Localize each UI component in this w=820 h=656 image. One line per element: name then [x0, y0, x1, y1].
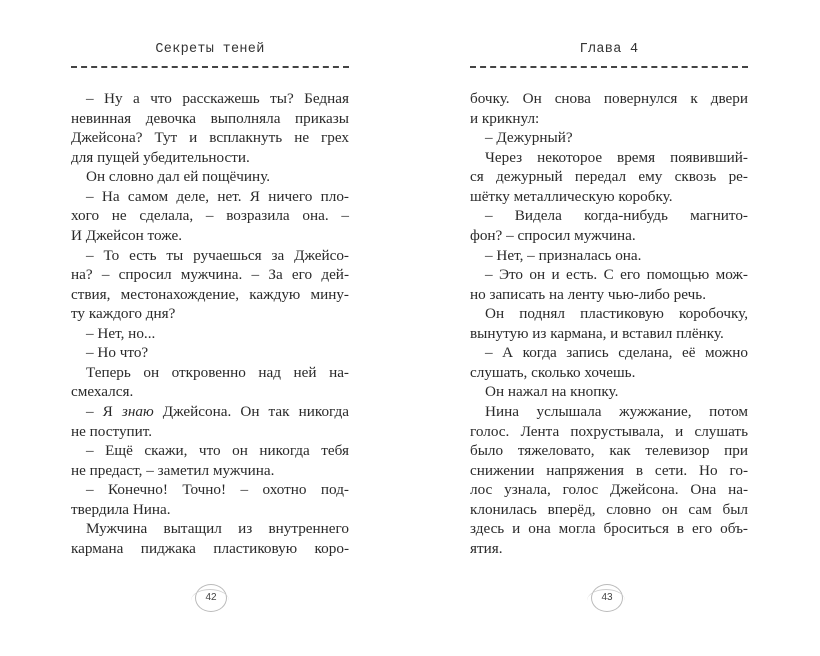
text-line: [71, 480, 349, 500]
text-line: [71, 304, 349, 324]
text-line: [71, 500, 349, 520]
text-segment: Теперь он откровенно над ней на-: [86, 363, 349, 381]
text-segment: Джейсона. Он так никогда: [153, 403, 349, 420]
text-segment: Он нажал на кнопку.: [485, 383, 619, 401]
text-line: [71, 382, 349, 402]
text-line: [470, 324, 748, 344]
text-line: [470, 402, 748, 422]
text-line: [71, 89, 349, 109]
text-line: [470, 539, 748, 559]
text-line: [71, 109, 349, 129]
text-segment: было тяжеловато, как телевизор при: [470, 442, 748, 460]
text-segment: – Дежурный?: [485, 129, 573, 147]
text-line: [470, 382, 748, 402]
text-line: [71, 187, 349, 207]
text-segment: слушать, сколько хочешь.: [470, 363, 636, 381]
text-line: [470, 285, 748, 305]
page-number: 42: [195, 584, 227, 612]
text-line: [470, 500, 748, 520]
text-segment: И Джейсон тоже.: [71, 226, 183, 244]
header-dashed-rule: [71, 66, 349, 68]
text-segment: клонилась вперёд, словно он сам был: [470, 500, 748, 518]
text-line: [71, 363, 349, 383]
text-line: [71, 285, 349, 305]
text-line: [71, 422, 349, 442]
text-line: [71, 461, 349, 481]
text-line: [71, 128, 349, 148]
text-line: [470, 226, 748, 246]
text-segment: ствия, местонахождение, каждую мину-: [71, 285, 349, 303]
text-segment: Он поднял пластиковую коробочку,: [485, 305, 748, 323]
text-segment: – Ещё скажи, что он никогда тебя: [86, 442, 349, 460]
text-segment: здесь и она могла броситься в его объ-: [470, 520, 748, 538]
text-line: [71, 519, 349, 539]
text-line: [470, 167, 748, 187]
text-segment: Он словно дал ей пощёчину.: [86, 168, 271, 186]
text-line: [470, 206, 748, 226]
page-body: [71, 89, 349, 559]
header-dashed-rule: [470, 66, 748, 68]
text-segment: снижении напряжения в сети. Но го-: [470, 461, 748, 479]
text-segment: но записать на ленту чью-либо речь.: [470, 285, 706, 303]
text-line: [470, 441, 748, 461]
text-segment: лос узнала, голос Джейсона. Она на-: [470, 481, 748, 499]
italic-text: знаю: [121, 403, 154, 420]
text-segment: – То есть ты ручаешься за Джейсо-: [86, 246, 349, 264]
text-line: [71, 167, 349, 187]
page-body: [470, 89, 748, 559]
text-line: [71, 441, 349, 461]
text-line: [71, 539, 349, 559]
text-segment: Через некоторое время появивший-: [485, 148, 748, 166]
text-line: [71, 324, 349, 344]
text-segment: – Ну а что расскажешь ты? Бедная: [86, 90, 349, 107]
text-line: [71, 246, 349, 266]
text-segment: голос. Лента похрустывала, и слушать: [470, 422, 748, 440]
text-segment: – Нет, – призналась она.: [485, 246, 642, 264]
text-segment: для пущей убедительности.: [71, 148, 250, 166]
text-line: [470, 128, 748, 148]
text-segment: – Я: [86, 403, 122, 420]
text-segment: – Но что?: [86, 344, 149, 362]
text-line: [470, 109, 748, 129]
text-segment: вынутую из кармана, и вставил плёнку.: [470, 324, 724, 342]
text-segment: – Это он и есть. С его помощью мож-: [485, 266, 748, 284]
text-segment: кармана пиджака пластиковую коро-: [71, 539, 349, 557]
text-segment: – Нет, но...: [86, 324, 156, 342]
text-line: [470, 363, 748, 383]
running-head: Глава 4: [579, 42, 639, 57]
text-segment: бочку. Он снова повернулся к двери: [470, 90, 748, 107]
text-segment: фон? – спросил мужчина.: [470, 226, 636, 244]
text-line: [71, 402, 349, 422]
text-line: [71, 206, 349, 226]
text-segment: ся дежурный передал ему сквозь ре-: [470, 168, 748, 186]
page-number: 43: [591, 584, 623, 612]
text-line: [470, 304, 748, 324]
text-segment: не поступит.: [71, 422, 153, 440]
text-segment: ту каждого дня?: [71, 305, 176, 323]
text-segment: и крикнул:: [470, 109, 540, 127]
text-line: [470, 519, 748, 539]
text-segment: невинная девочка выполняла приказы: [71, 109, 349, 127]
text-segment: твердила Нина.: [71, 500, 171, 518]
text-line: [470, 480, 748, 500]
text-line: [71, 343, 349, 363]
text-line: [470, 343, 748, 363]
text-segment: ятия.: [470, 539, 503, 557]
text-line: [71, 265, 349, 285]
text-segment: Нина услышала жужжание, потом: [485, 403, 748, 420]
text-segment: – Видела когда-нибудь магнито-: [485, 207, 748, 225]
text-line: [470, 89, 748, 109]
text-line: [470, 265, 748, 285]
text-segment: Мужчина вытащил из внутреннего: [86, 520, 349, 538]
text-line: [470, 187, 748, 207]
text-segment: хого не сделала, – возразила она. –: [71, 207, 349, 225]
text-line: [470, 246, 748, 266]
text-segment: Джейсона? Тут и всплакнуть не грех: [71, 129, 349, 147]
text-segment: не предаст, – заметил мужчина.: [71, 461, 275, 479]
text-segment: – На самом деле, нет. Я ничего пло-: [86, 187, 349, 205]
text-segment: смехался.: [71, 383, 134, 401]
text-segment: – А когда запись сделана, её можно: [485, 344, 748, 362]
text-line: [470, 422, 748, 442]
text-line: [470, 461, 748, 481]
text-line: [470, 148, 748, 168]
running-head: Секреты теней: [155, 42, 265, 57]
text-segment: на? – спросил мужчина. – За его дей-: [71, 266, 349, 284]
text-line: [71, 148, 349, 168]
text-segment: – Конечно! Точно! – охотно под-: [86, 481, 349, 499]
text-line: [71, 226, 349, 246]
text-segment: шётку металлическую коробку.: [470, 187, 673, 205]
